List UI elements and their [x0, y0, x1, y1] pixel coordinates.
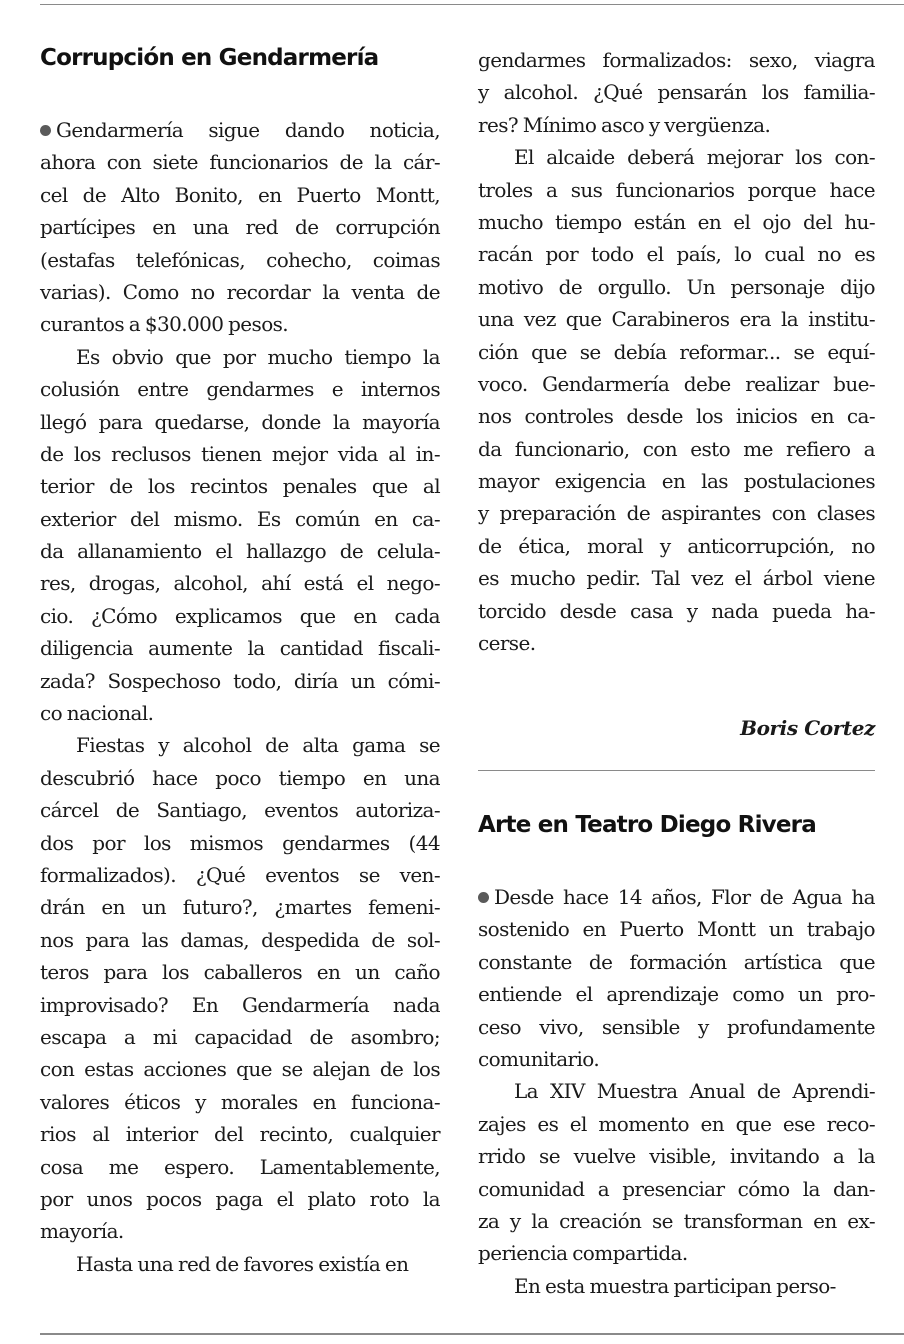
text-line-content: y alcohol. ¿Qué pensarán los familia- — [478, 80, 875, 105]
text-line — [40, 762, 440, 794]
text-line — [478, 946, 875, 978]
text-line — [478, 303, 875, 335]
text-line — [40, 1053, 440, 1085]
text-line — [40, 794, 440, 826]
text-line-content: comunitario. — [478, 1046, 600, 1071]
text-line — [40, 470, 440, 502]
text-line — [478, 913, 875, 945]
text-line — [40, 924, 440, 956]
text-line-content: torcido desde casa y nada pueda ha- — [478, 598, 875, 623]
text-line — [40, 373, 440, 405]
author-signature: Boris Cortez — [740, 716, 875, 740]
text-line-content: diligencia aumente la cantidad fiscali- — [40, 636, 440, 661]
text-line — [40, 1215, 440, 1247]
text-line — [478, 336, 875, 368]
article-2-body — [478, 881, 875, 1302]
text-line — [478, 1205, 875, 1237]
text-line-content: escapa a mi capacidad de asombro; — [40, 1024, 440, 1049]
text-line — [40, 179, 440, 211]
text-line-content: res? Mínimo asco y vergüenza. — [478, 112, 771, 137]
article-1-body-left — [40, 114, 440, 1280]
text-line-content: formalizados). ¿Qué eventos se ven- — [40, 862, 440, 887]
text-line — [40, 438, 440, 470]
text-line-content: cárcel de Santiago, eventos autoriza- — [40, 798, 440, 823]
text-line-content: La XIV Muestra Anual de Aprendi- — [514, 1079, 875, 1104]
text-line-content: con estas acciones que se alejan de los — [40, 1057, 440, 1082]
text-line-content: nos controles desde los inicios en ca- — [478, 404, 875, 429]
text-line-content: colusión entre gendarmes e internos — [40, 377, 440, 402]
text-line — [40, 859, 440, 891]
text-line — [478, 368, 875, 400]
text-line — [40, 406, 440, 438]
text-line — [40, 535, 440, 567]
text-line-content: nos para las damas, despedida de sol- — [40, 927, 440, 952]
text-line-content: ción que se debía reformar... se equí- — [478, 339, 875, 364]
text-line — [40, 729, 440, 761]
text-line-content: una vez que Carabineros era la institu- — [478, 307, 875, 332]
text-line — [40, 146, 440, 178]
text-line — [40, 665, 440, 697]
text-line — [478, 141, 875, 173]
text-line — [478, 595, 875, 627]
text-line-content: En esta muestra participan perso- — [514, 1273, 836, 1298]
top-rule — [40, 4, 904, 5]
text-line-content: mayoría. — [40, 1219, 124, 1244]
text-line — [478, 465, 875, 497]
text-line — [40, 1183, 440, 1215]
bullet-icon — [40, 125, 51, 136]
text-line — [478, 881, 875, 913]
text-line — [40, 567, 440, 599]
text-line — [40, 341, 440, 373]
text-line-content: rrido se vuelve visible, invitando a la — [478, 1144, 875, 1169]
text-line-content: ahora con siete funcionarios de la cár- — [40, 150, 440, 175]
text-line — [40, 1248, 440, 1280]
text-line-content: rios al interior del recinto, cualquier — [40, 1122, 440, 1147]
text-line-content: por unos pocos paga el plato roto la — [40, 1186, 440, 1211]
text-line — [40, 827, 440, 859]
text-line — [40, 114, 440, 146]
text-line — [40, 632, 440, 664]
text-line-content: periencia compartida. — [478, 1241, 688, 1266]
text-line — [40, 600, 440, 632]
text-line-content: Desde hace 14 años, Flor de Agua ha — [494, 885, 875, 909]
text-line-content: llegó para quedarse, donde la mayoría — [40, 409, 440, 434]
text-line — [478, 1011, 875, 1043]
text-line-content: de ética, moral y anticorrupción, no — [478, 533, 875, 558]
text-line-content: cel de Alto Bonito, en Puerto Montt, — [40, 182, 440, 207]
text-line — [478, 109, 875, 141]
text-line-content: El alcaide deberá mejorar los con- — [514, 145, 875, 170]
text-line-content: zada? Sospechoso todo, diría un cómi- — [40, 668, 440, 693]
text-line — [40, 1021, 440, 1053]
bullet-icon — [478, 892, 489, 903]
text-line — [40, 308, 440, 340]
text-line-content: da funcionario, con esto me refiero a — [478, 436, 875, 461]
article-divider — [478, 770, 875, 771]
text-line — [478, 562, 875, 594]
text-line-content: Fiestas y alcohol de alta gama se — [76, 733, 440, 758]
text-line — [40, 211, 440, 243]
text-line — [40, 276, 440, 308]
text-line — [478, 271, 875, 303]
text-line-content: Es obvio que por mucho tiempo la — [76, 344, 440, 369]
text-line-content: sostenido en Puerto Montt un trabajo — [478, 917, 875, 942]
text-line-content: mayor exigencia en las postulaciones — [478, 469, 875, 494]
text-line-content: de los reclusos tienen mejor vida al in- — [40, 441, 440, 466]
text-line-content: racán por todo el país, lo cual no es — [478, 242, 875, 267]
text-line — [478, 1140, 875, 1172]
text-line-content: teros para los caballeros en un caño — [40, 960, 440, 985]
text-line — [40, 244, 440, 276]
text-line-content: comunidad a presenciar cómo la dan- — [478, 1176, 875, 1201]
bottom-rule — [40, 1333, 904, 1335]
text-line — [40, 989, 440, 1021]
text-line — [478, 978, 875, 1010]
text-line-content: y preparación de aspirantes con clases — [478, 501, 875, 526]
text-line-content: da allanamiento el hallazgo de celula- — [40, 539, 440, 564]
text-line-content: descubrió hace poco tiempo en una — [40, 765, 440, 790]
text-line-content: varias). Como no recordar la venta de — [40, 279, 440, 304]
text-line-content: gendarmes formalizados: sexo, viagra — [478, 48, 875, 72]
text-line — [40, 956, 440, 988]
text-line-content: partícipes en una red de corrupción — [40, 215, 440, 240]
text-line-content: cosa me espero. Lamentablemente, — [40, 1154, 440, 1179]
text-line — [478, 497, 875, 529]
text-line-content: voco. Gendarmería debe realizar bue- — [478, 371, 875, 396]
text-line — [478, 1237, 875, 1269]
text-line-content: cio. ¿Cómo explicamos que en cada — [40, 603, 440, 628]
headline-arte: Arte en Teatro Diego Rivera — [478, 812, 816, 838]
text-line — [478, 1043, 875, 1075]
text-line-content: cerse. — [478, 631, 536, 656]
text-line-content: curantos a $30.000 pesos. — [40, 312, 289, 337]
text-line-content: valores éticos y morales en funciona- — [40, 1089, 440, 1114]
text-line — [478, 1173, 875, 1205]
text-line-content: improvisado? En Gendarmería nada — [40, 992, 440, 1017]
text-line-content: ceso vivo, sensible y profundamente — [478, 1014, 875, 1039]
text-line-content: Gendarmería sigue dando noticia, — [56, 118, 440, 142]
text-line-content: mucho tiempo están en el ojo del hu- — [478, 209, 875, 234]
text-line-content: res, drogas, alcohol, ahí está el nego- — [40, 571, 440, 596]
text-line — [478, 1108, 875, 1140]
text-line — [478, 530, 875, 562]
text-line — [478, 433, 875, 465]
text-line — [478, 238, 875, 270]
text-line-content: constante de formación artística que — [478, 949, 875, 974]
text-line — [478, 627, 875, 659]
text-line-content: co nacional. — [40, 701, 154, 726]
text-line-content: drán en un futuro?, ¿martes femeni- — [40, 895, 440, 920]
article-1-body-right — [478, 44, 875, 659]
text-line-content: za y la creación se transforman en ex- — [478, 1208, 875, 1233]
text-line-content: zajes es el momento en que ese reco- — [478, 1111, 875, 1136]
text-line — [40, 1151, 440, 1183]
text-line-content: troles a sus funcionarios porque hace — [478, 177, 875, 202]
text-line-content: Hasta una red de favores existía en — [76, 1251, 409, 1276]
text-line — [478, 174, 875, 206]
text-line-content: entiende el aprendizaje como un pro- — [478, 982, 875, 1007]
text-line — [478, 76, 875, 108]
text-line — [478, 1270, 875, 1302]
text-line — [478, 400, 875, 432]
text-line — [40, 503, 440, 535]
text-line — [40, 697, 440, 729]
text-line — [478, 206, 875, 238]
text-line-content: exterior del mismo. Es común en ca- — [40, 506, 440, 531]
text-line-content: (estafas telefónicas, cohecho, coimas — [40, 247, 440, 272]
text-line — [478, 1075, 875, 1107]
text-line — [40, 1118, 440, 1150]
text-line-content: es mucho pedir. Tal vez el árbol viene — [478, 566, 875, 591]
text-line-content: dos por los mismos gendarmes (44 — [40, 830, 440, 855]
text-line — [40, 1086, 440, 1118]
text-line — [478, 44, 875, 76]
text-line-content: motivo de orgullo. Un personaje dijo — [478, 274, 875, 299]
text-line-content: terior de los recintos penales que al — [40, 474, 440, 499]
text-line — [40, 891, 440, 923]
headline-corrupcion: Corrupción en Gendarmería — [40, 45, 379, 71]
